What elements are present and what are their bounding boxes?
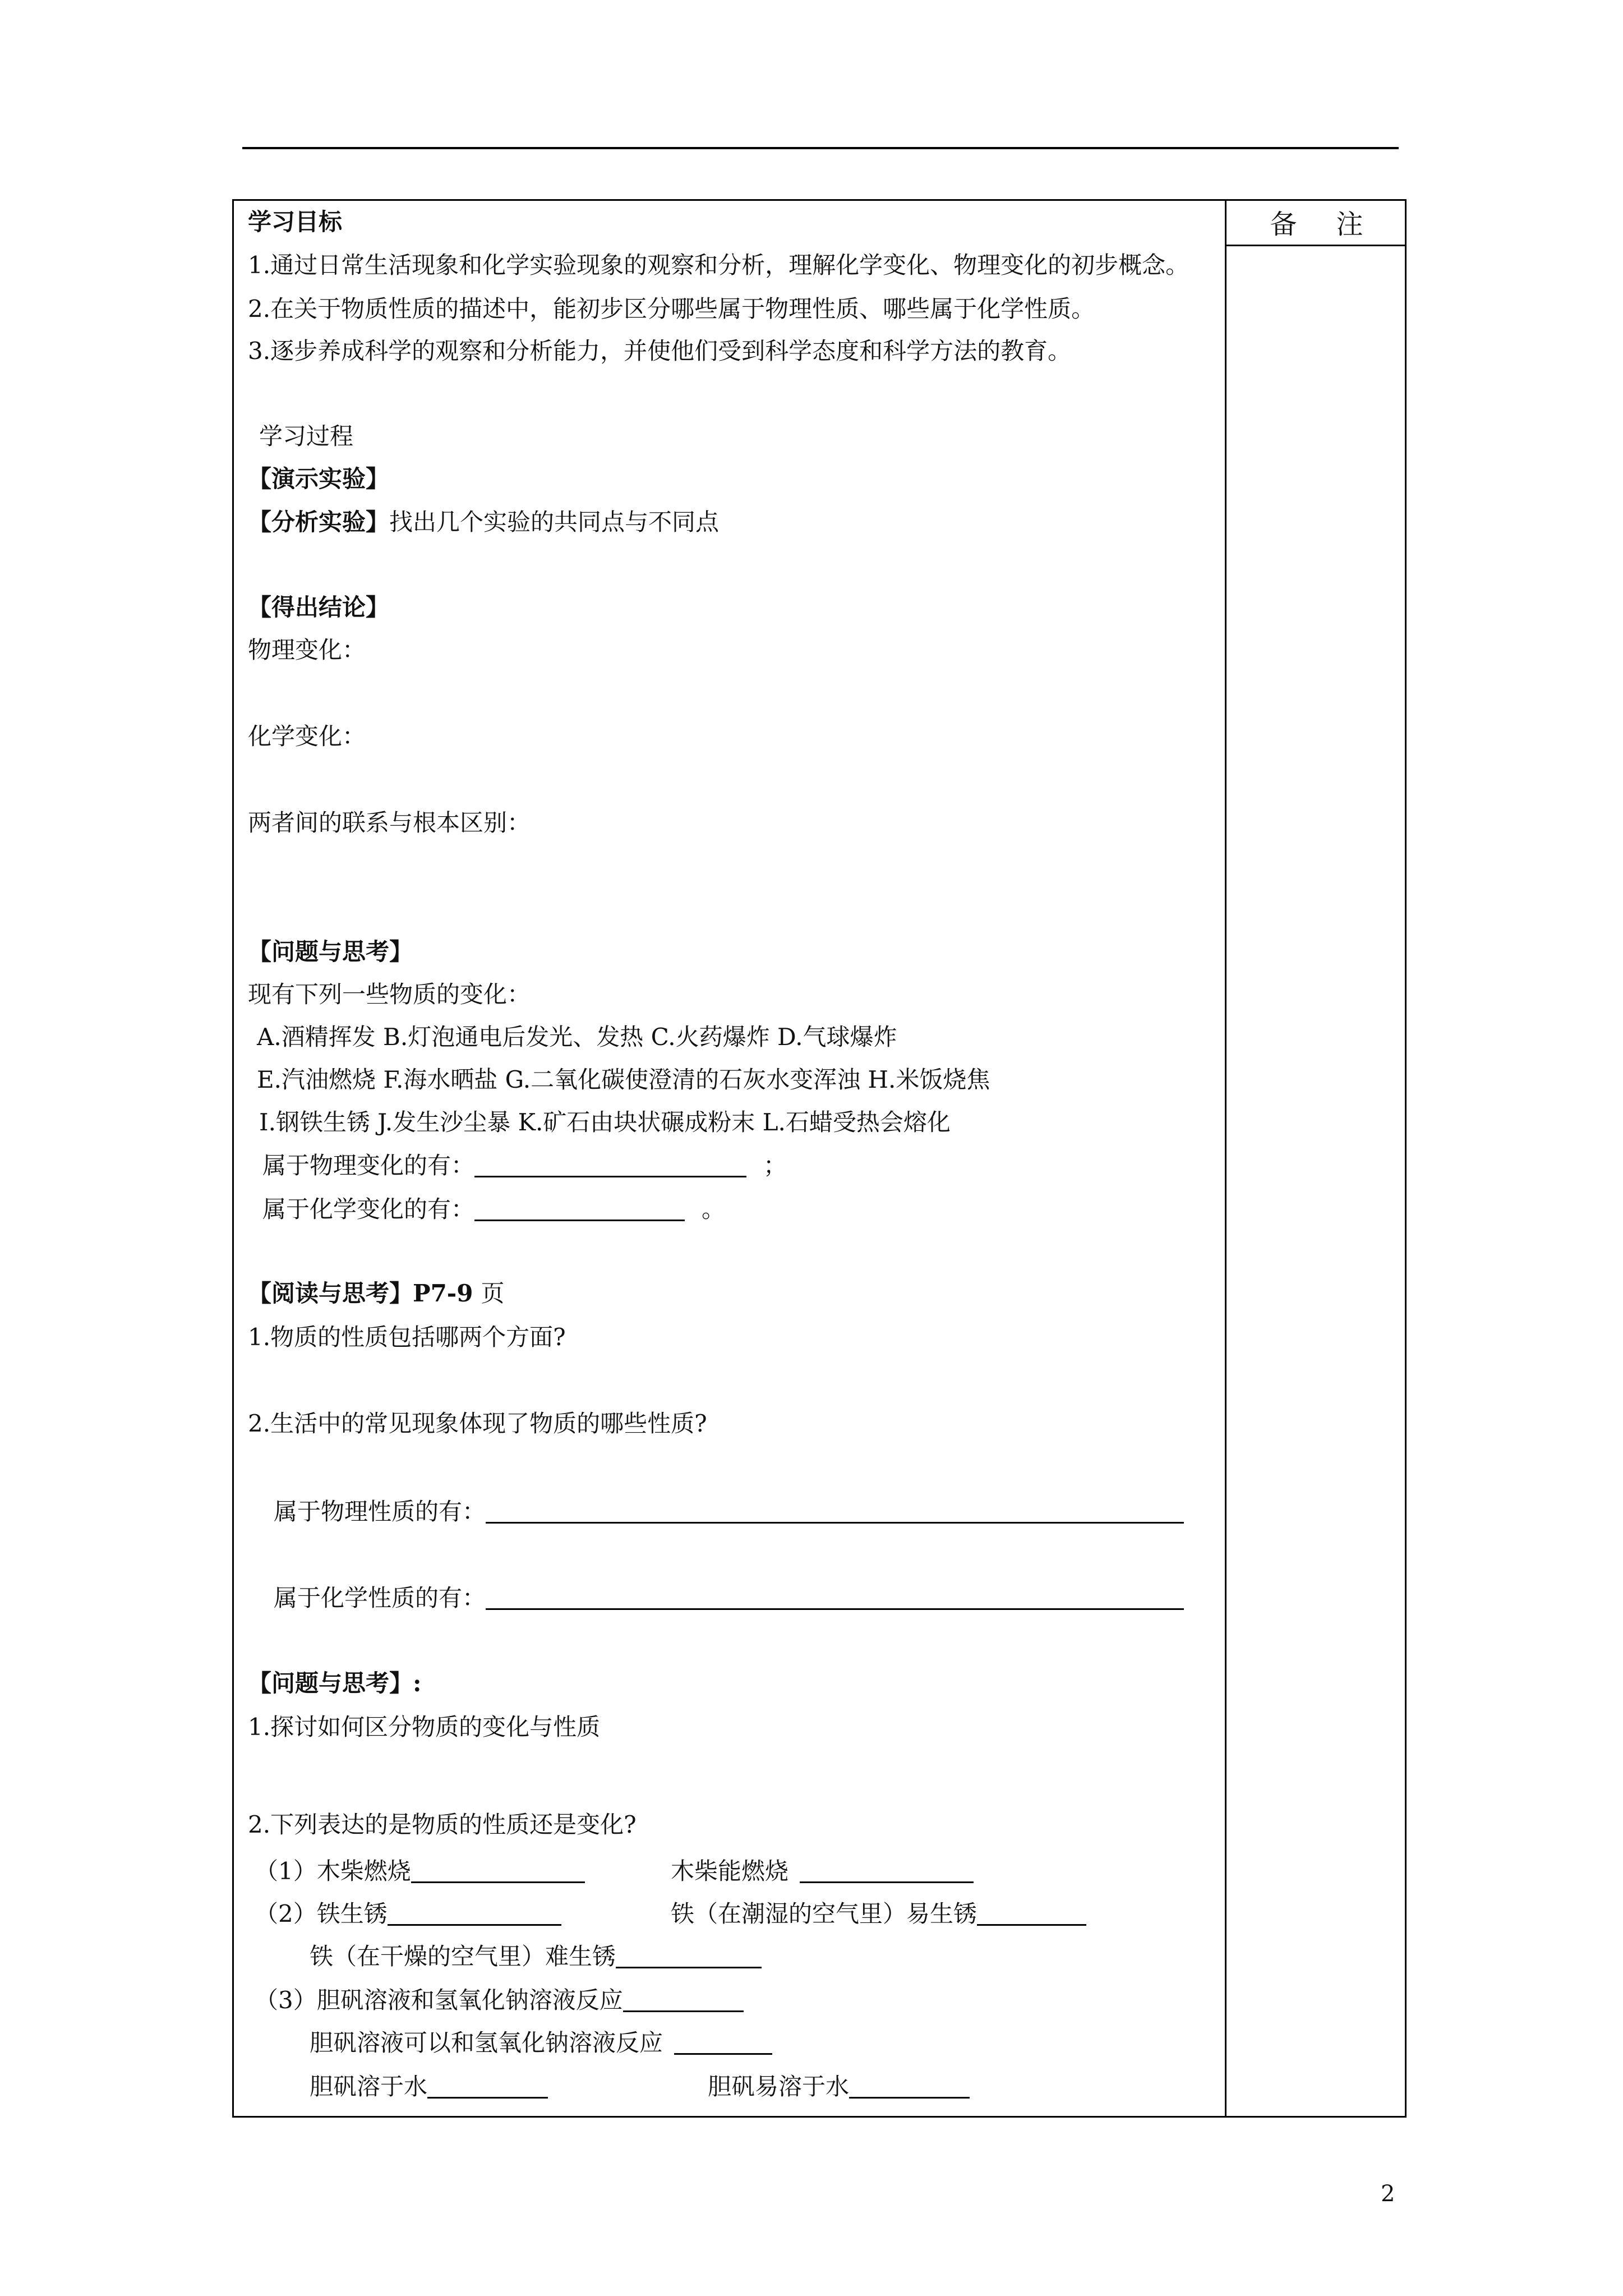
change-options-line-1: A.酒精挥发 B.灯泡通电后发光、发热 C.火药爆炸 D.气球爆炸 [257, 1023, 897, 1051]
physical-change-label: 物理变化： [248, 636, 366, 664]
goal-item-1: 1.通过日常生活现象和化学实验现象的观察和分析，理解化学变化、物理变化的初步概念。 [248, 251, 1189, 279]
reading-question-2: 2.生活中的常见现象体现了物质的哪些性质? [248, 1410, 707, 1437]
conclusion-heading: 【得出结论】 [248, 593, 390, 621]
chemical-change-label: 化学变化： [248, 723, 366, 750]
goals-title: 学习目标 [248, 208, 343, 236]
row-3-bottom-left: 胆矾溶于水 [310, 2074, 548, 2099]
notes-header-rule [1225, 245, 1407, 246]
question-heading-2: 【问题与思考】: [248, 1669, 422, 1697]
row-2-sub: 铁（在干燥的空气里）难生锈 [310, 1944, 762, 1968]
blank-3b[interactable] [674, 2031, 772, 2055]
row-3-sub: 胆矾溶液可以和氢氧化钠溶液反应 [310, 2031, 772, 2055]
physical-property-answer: 属于物理性质的有： [274, 1499, 1184, 1524]
notes-column-header: 备注 [1270, 209, 1403, 240]
physical-property-blank[interactable] [486, 1499, 1184, 1524]
analysis-line [248, 510, 719, 534]
analysis-heading: 【分析实验】 [248, 508, 390, 536]
row-3-left: （3）胆矾溶液和氢氧化钠溶液反应 [255, 1988, 744, 2012]
row-1-right: 木柴能燃烧 [671, 1859, 974, 1883]
blank-2b[interactable] [977, 1902, 1086, 1926]
chemical-property-answer: 属于化学性质的有： [274, 1586, 1184, 1610]
notes-column-divider [1225, 199, 1227, 2118]
demo-heading: 【演示实验】 [248, 465, 390, 493]
question-2-item-2: 2.下列表达的是物质的性质还是变化? [248, 1811, 637, 1838]
reading-question-1: 1.物质的性质包括哪两个方面? [248, 1323, 566, 1351]
physical-change-blank[interactable] [474, 1153, 746, 1177]
row-3-bottom-right: 胆矾易溶于水 [708, 2074, 970, 2099]
question-2-item-1: 1.探讨如何区分物质的变化与性质 [248, 1713, 601, 1741]
analysis-text: 找出几个实验的共同点与不同点 [389, 508, 720, 536]
blank-1a[interactable] [411, 1859, 585, 1883]
chemical-change-blank[interactable] [474, 1197, 685, 1221]
physical-change-answer: 属于物理变化的有： ； [262, 1152, 787, 1179]
change-options-line-3: I.钢铁生锈 J.发生沙尘暴 K.矿石由块状碾成粉末 L.石蜡受热会熔化 [259, 1108, 951, 1136]
goal-item-3: 3.逐步养成科学的观察和分析能力，并使他们受到科学态度和科学方法的教育。 [248, 337, 1072, 365]
page-number: 2 [1381, 2181, 1395, 2207]
row-2-right: 铁（在潮湿的空气里）易生锈 [671, 1902, 1086, 1926]
blank-1b[interactable] [800, 1859, 974, 1883]
question-intro: 现有下列一些物质的变化： [248, 981, 531, 1008]
change-options-line-2: E.汽油燃烧 F.海水晒盐 G.二氧化碳使澄清的石灰水变浑浊 H.米饭烧焦 [257, 1066, 990, 1093]
blank-3d[interactable] [849, 2074, 970, 2099]
question-heading-1: 【问题与思考】 [248, 938, 413, 965]
chemical-property-blank[interactable] [486, 1586, 1184, 1610]
goal-item-2: 2.在关于物质性质的描述中，能初步区分哪些属于物理性质、哪些属于化学性质。 [248, 295, 1095, 323]
row-1-left: （1）木柴燃烧 [255, 1859, 585, 1883]
blank-2a[interactable] [388, 1902, 561, 1926]
row-2-left: （2）铁生锈 [255, 1902, 561, 1926]
header-rule [242, 147, 1399, 149]
reading-heading: 【阅读与思考】P7-9 页 [248, 1280, 505, 1307]
blank-3a[interactable] [623, 1988, 744, 2012]
blank-2c[interactable] [616, 1944, 762, 1968]
chemical-change-answer: 属于化学变化的有： 。 [262, 1195, 726, 1223]
blank-3c[interactable] [427, 2074, 548, 2099]
relation-label: 两者间的联系与根本区别： [248, 809, 531, 836]
process-title: 学习过程 [259, 422, 354, 450]
